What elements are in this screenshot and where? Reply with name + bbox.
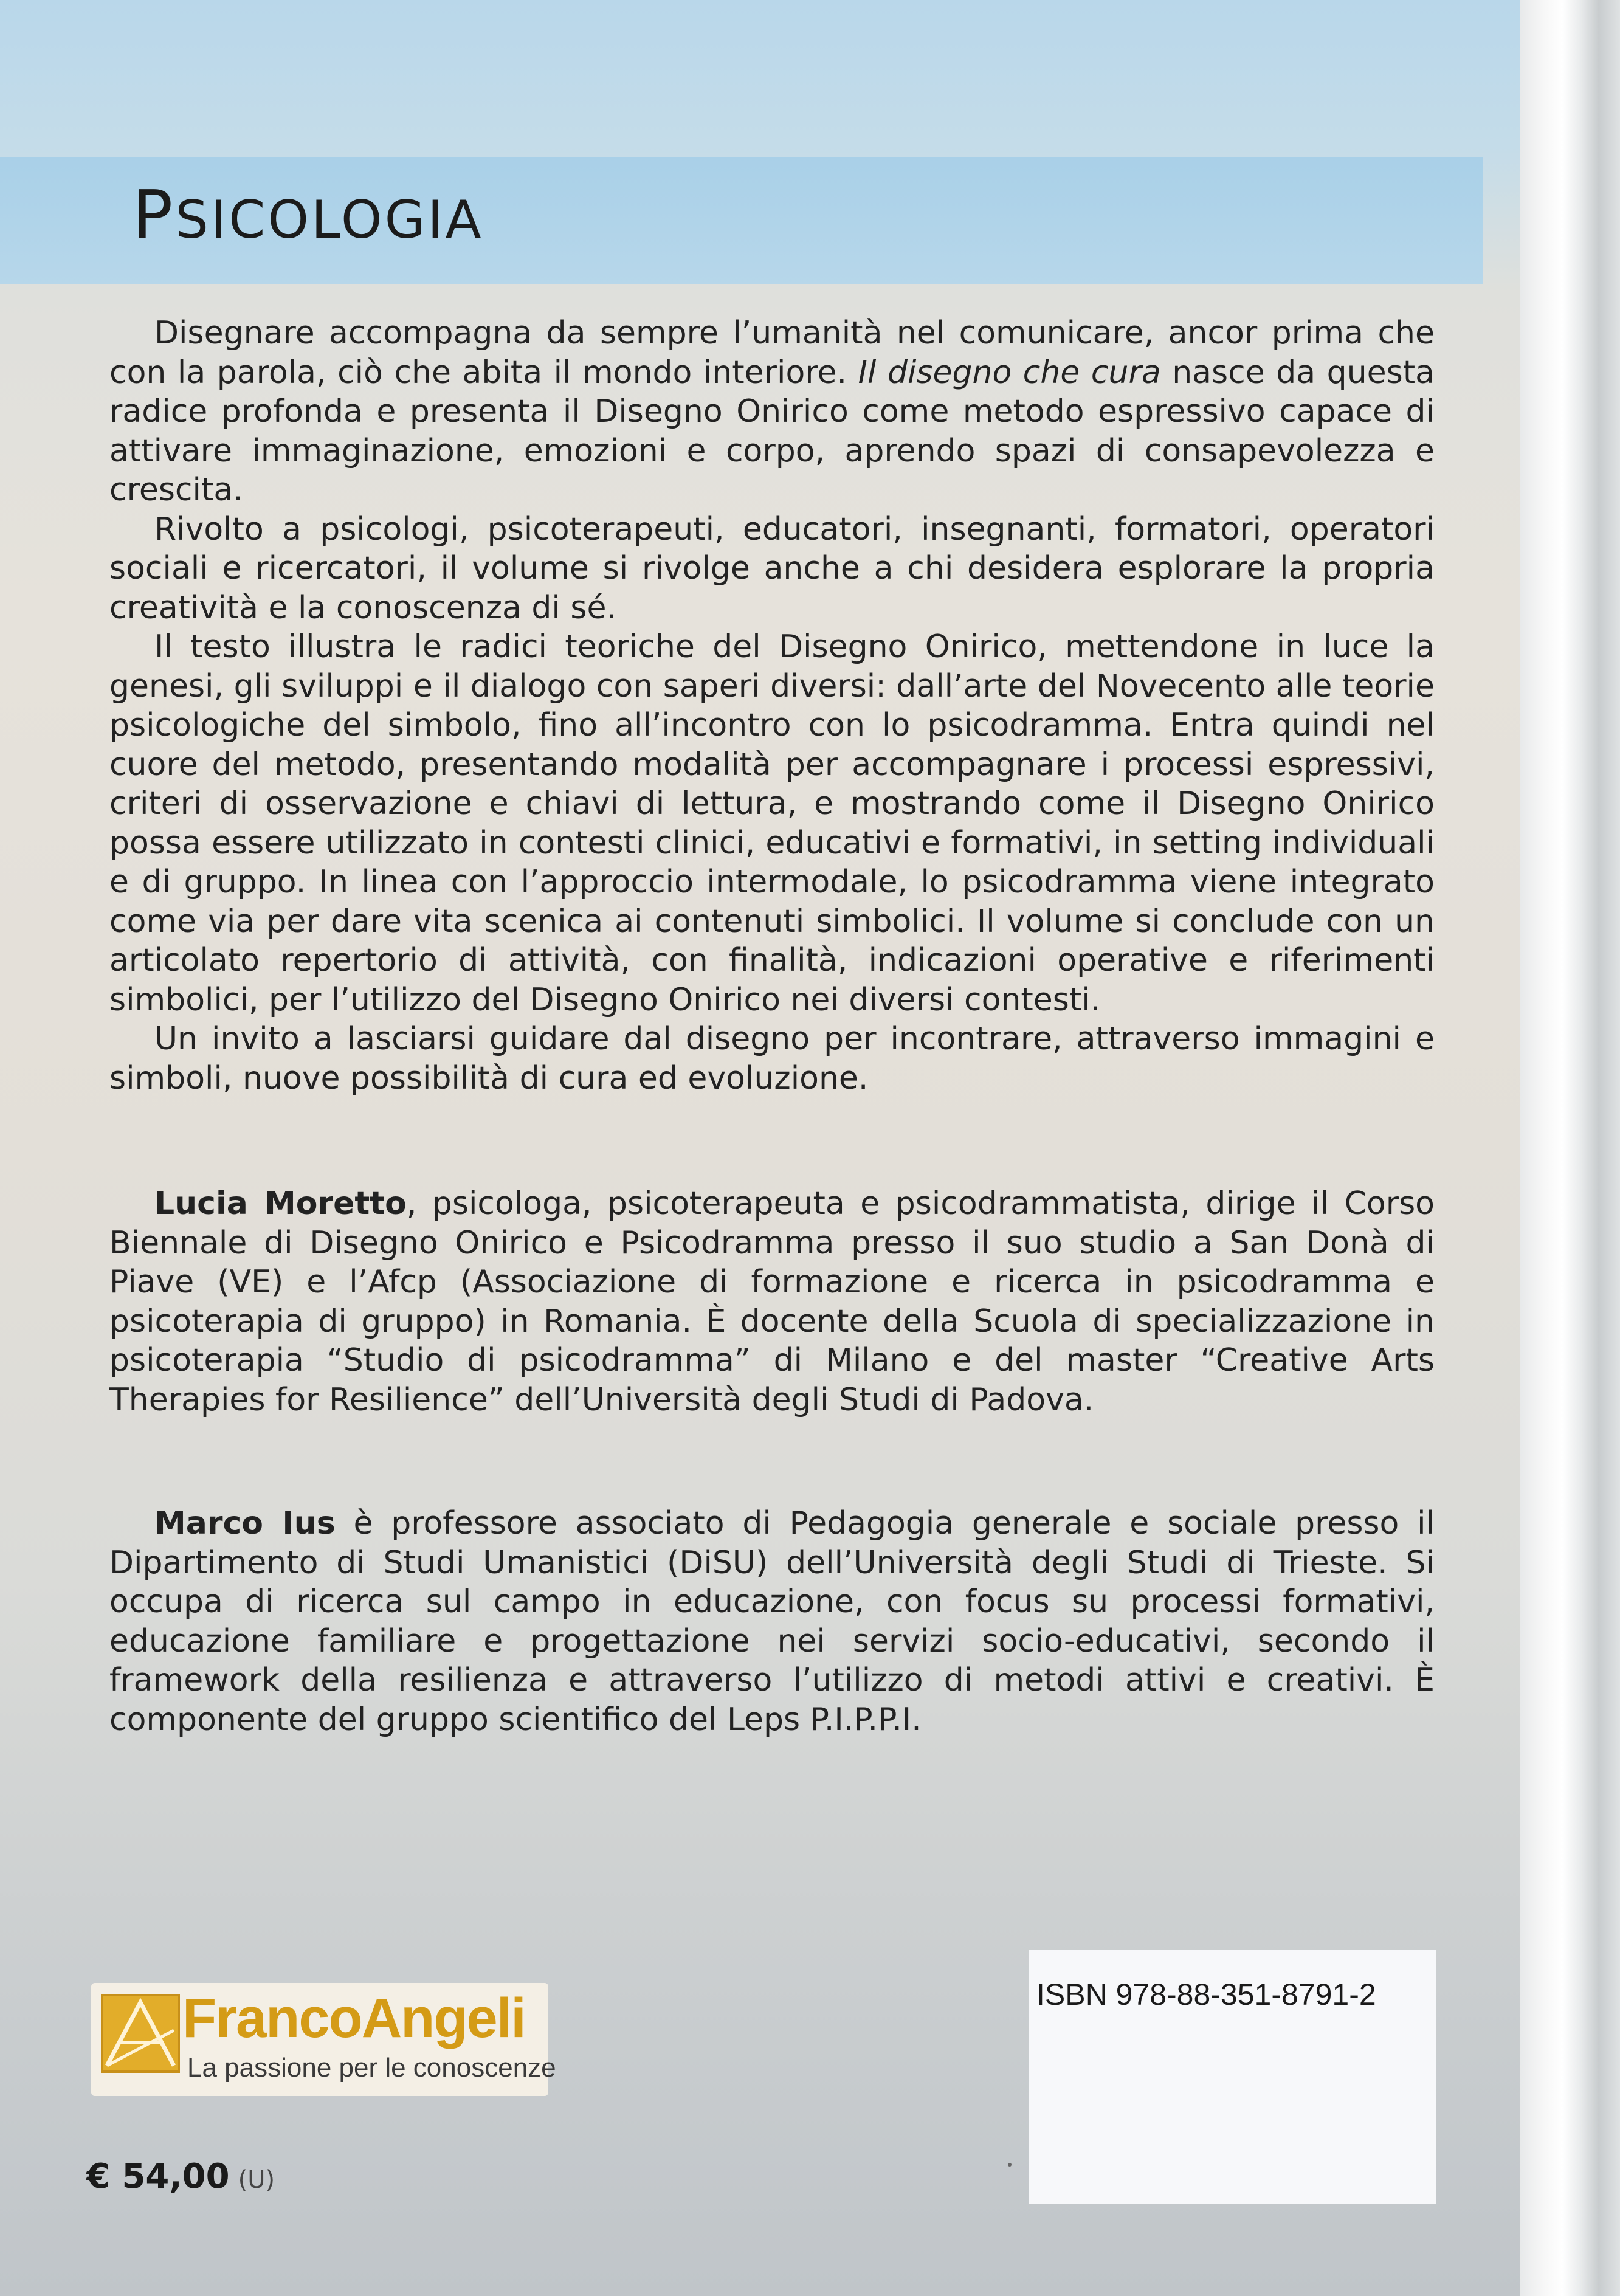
- book-title-italic: Il disegno che cura: [858, 354, 1161, 391]
- description-paragraph: [109, 314, 1435, 510]
- description-text: nasce da questa radice profonda e presenta il Disegno Onirico come metodo espressivo capace di attivare immaginazione, emozioni e corpo, aprendo spazi di consapevolezza e crescita.: [109, 354, 1435, 508]
- book-description: [109, 314, 1435, 1098]
- series-title-initial: P: [133, 176, 176, 253]
- author-name: Marco Ius: [154, 1505, 336, 1542]
- isbn-number: ISBN 978-88-351-8791-2: [1036, 1977, 1376, 2012]
- print-speck: [1008, 2163, 1012, 2167]
- description-paragraph: Rivolto a psicologi, psicoterapeuti, educatori, insegnanti, formatori, operatori sociali e ricercatori, il volume si rivolge anche a chi desidera esplorare la propria creatività e la conoscenza di sé.: [109, 511, 1435, 626]
- publisher-logo-icon: [101, 1994, 180, 2073]
- description-text: Disegnare accompagna da sempre l’umanità nel comunicare, ancor prima che con la parola, ciò che abita il mondo interiore.: [109, 315, 1435, 391]
- publisher-name: FrancoAngeli: [182, 1987, 525, 2049]
- isbn-box: [1029, 1950, 1436, 2204]
- author-name: Lucia Moretto: [154, 1185, 407, 1222]
- series-title-rest: SICOLOGIA: [175, 190, 484, 250]
- book-spine-edge: [1520, 0, 1620, 2296]
- publisher-tagline: La passione per le conoscenze: [187, 2053, 556, 2083]
- price: [86, 2157, 275, 2196]
- description-paragraph: Un invito a lasciarsi guidare dal disegno per incontrare, attraverso immagini e simboli, nuove possibilità di cura ed evoluzione.: [109, 1021, 1435, 1097]
- series-title: [133, 176, 484, 253]
- author-bio-ius: [109, 1504, 1435, 1739]
- publisher-logo: [91, 1983, 556, 2096]
- price-amount: € 54,00: [86, 2157, 230, 2196]
- description-paragraph: Il testo illustra le radici teoriche del Disegno Onirico, mettendone in luce la genesi, gli sviluppi e il dialogo con saperi diversi: dall’arte del Novecento alle teorie psicologiche del simbolo, fino all’incontro con lo psicodramma. Entra quindi nel cuore del metodo, presentando modalità per accompagnare i processi espressivi, criteri di osservazione e chiavi di lettura, e mostrando come il Disegno Onirico possa essere utilizzato in contesti clinici, educativi e formativi, in setting individuali e di gruppo. In linea con l’approccio intermodale, lo psicodramma viene integrato come via per dare vita scenica ai contenuti simbolici. Il volume si conclude con un articolato repertorio di attività, con finalità, indicazioni operative e riferimenti simbolici, per l’utilizzo del Disegno Onirico nei diversi contesti.: [109, 629, 1435, 1018]
- price-code: (U): [238, 2166, 275, 2194]
- author-bio-text: è professore associato di Pedagogia generale e sociale presso il Dipartimento di Studi Umanistici (DiSU) dell’Università degli Studi di Trieste. Si occupa di ricerca sul campo in educazione, con focus su processi formativi, educazione familiare e progettazione nei servizi socio-educativi, secondo il framework della resilienza e attraverso l’utilizzo di metodi attivi e creativi. È componente del gruppo scientifico del Leps P.I.P.P.I.: [109, 1505, 1435, 1738]
- author-bio-moretto: [109, 1184, 1435, 1419]
- author-bio-text: , psicologa, psicoterapeuta e psicodrammatista, dirige il Corso Biennale di Disegno Onirico e Psicodramma presso il suo studio a San Donà di Piave (VE) e l’Afcp (Associazione di formazione e ricerca in psicodramma e psicoterapia di gruppo) in Romania. È docente della Scuola di specializzazione in psicoterapia “Studio di psicodramma” di Milano e del master “Creative Arts Therapies for Resilience” dell’Università degli Studi di Padova.: [109, 1185, 1435, 1418]
